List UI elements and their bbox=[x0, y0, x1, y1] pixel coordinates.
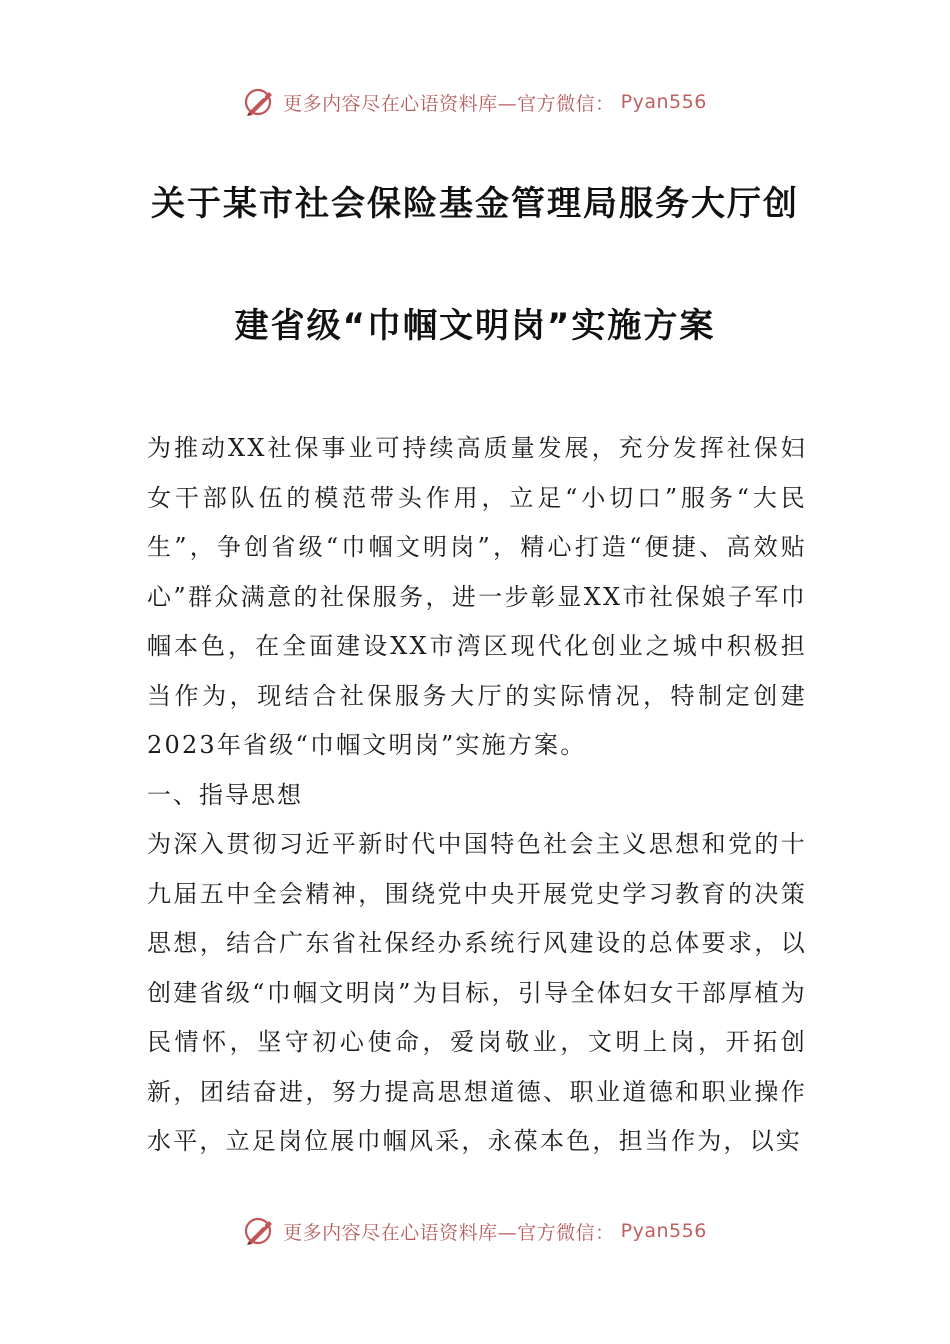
watermark-header bbox=[0, 82, 950, 122]
watermark-wechat-id: Pyan556 bbox=[620, 1220, 707, 1242]
watermark-footer bbox=[0, 1211, 950, 1251]
pen-logo-icon bbox=[243, 1214, 277, 1248]
document-body bbox=[147, 424, 807, 1167]
watermark-text: 更多内容尽在心语资料库—官方微信： bbox=[283, 1221, 615, 1244]
section-paragraph-guiding-ideology: 为深入贯彻习近平新时代中国特色社会主义思想和党的十九届五中全会精神，围绕党中央开展党史学习教育的决策思想，结合广东省社保经办系统行风建设的总体要求，以创建省级“巾帼文明岗”为目标，引导全体妇女干部厚植为民情怀，坚守初心使命，爱岗敬业，文明上岗，开拓创新，团结奋进，努力提高思想道德、职业道德和职业操作水平，立足岗位展巾帼风采，永葆本色，担当作为，以实 bbox=[147, 830, 807, 1155]
document-title-line-2: 建省级“巾帼文明岗”实施方案 bbox=[234, 306, 716, 346]
pen-logo-icon bbox=[243, 85, 277, 119]
intro-paragraph: 为推动XX社保事业可持续高质量发展，充分发挥社保妇女干部队伍的模范带头作用，立足“小切口”服务“大民生”，争创省级“巾帼文明岗”，精心打造“便捷、高效贴心”群众满意的社保服务，进一步彰显XX市社保娘子军巾帼本色，在全面建设XX市湾区现代化创业之城中积极担当作为，现结合社保服务大厅的实际情况，特制定创建2023年省级“巾帼文明岗”实施方案。 bbox=[147, 434, 807, 759]
section-heading-guiding-ideology: 一、指导思想 bbox=[147, 780, 303, 809]
watermark-text: 更多内容尽在心语资料库—官方微信： bbox=[283, 92, 615, 115]
document-title-line-1: 关于某市社会保险基金管理局服务大厅创 bbox=[151, 184, 799, 224]
watermark-wechat-id: Pyan556 bbox=[620, 91, 707, 113]
